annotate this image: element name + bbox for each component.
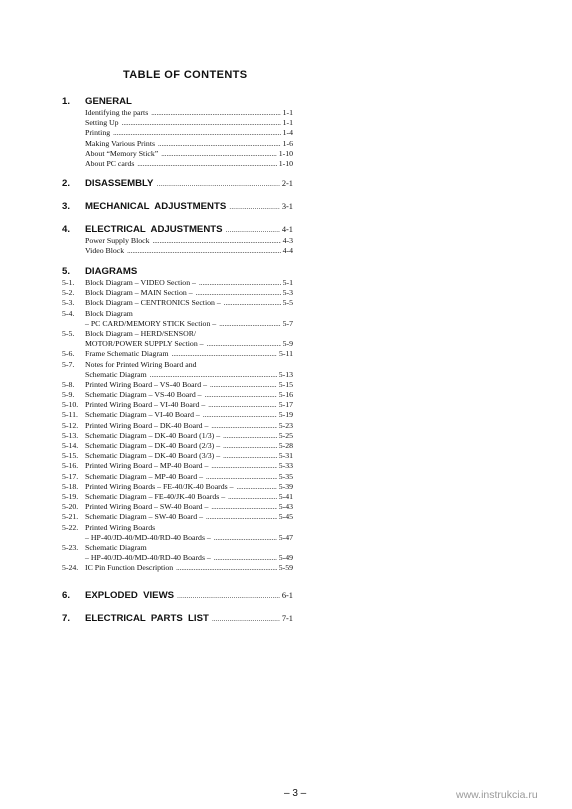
dot-leader [205,390,277,400]
entry-number: 5-22. [62,522,79,532]
entry-page: 1-10 [278,158,293,168]
entry-text: Block Diagram – MAIN Section – [85,288,193,298]
section-title: EXPLODED VIEWS [85,590,175,601]
section-number: 5. [62,266,71,277]
entry-page: 5-39 [278,481,293,491]
section-title: DIAGRAMS [85,266,138,277]
page-number: – 3 – [284,788,307,799]
dot-leader [224,298,281,308]
dot-leader [212,613,280,626]
entry-page: 5-15 [278,379,293,389]
entry-number: 5-12. [62,420,79,430]
toc-entry[interactable] [62,451,293,461]
entry-text: Schematic Diagram [85,542,147,552]
toc-section [62,95,293,169]
dot-leader [199,278,281,288]
entry-text: Schematic Diagram – MP-40 Board – [85,471,204,481]
section-page: 6-1 [281,591,293,600]
dot-leader [153,236,281,246]
toc-entry[interactable] [62,533,293,543]
toc-section [62,177,293,190]
entry-number: 5-17. [62,471,79,481]
section-heading[interactable] [62,265,293,278]
entry-text: Printing [85,128,111,138]
section-page: 7-1 [281,614,293,623]
entry-number: 5-18. [62,481,79,491]
entry-text: Schematic Diagram – VI-40 Board – [85,410,200,420]
toc-entry[interactable] [62,441,293,451]
entry-text: Schematic Diagram – DK-40 Board (1/3) – [85,430,221,440]
entry-number: 5-7. [62,359,75,369]
section-heading[interactable] [62,177,293,190]
watermark: www.instrukcia.ru [456,789,538,801]
entry-number: 5-11. [62,410,78,420]
toc-section [62,265,293,573]
dot-leader [228,492,277,502]
entry-number: 5-20. [62,502,79,512]
toc-entry[interactable] [62,400,293,410]
toc-section [62,200,293,213]
toc-entry[interactable] [62,108,293,118]
entry-text: IC Pin Function Description [85,563,174,573]
toc-entry[interactable] [62,431,293,441]
entry-page: 5-13 [278,369,293,379]
entry-text: Printed Wiring Board – SW-40 Board – [85,502,209,512]
entry-page: 4-4 [282,246,293,256]
toc-entry[interactable] [62,329,293,339]
dot-leader [113,128,280,138]
entry-number: 5-14. [62,441,79,450]
entry-page: 5-47 [278,532,293,542]
entry-page: 5-41 [278,491,293,501]
dot-leader [176,563,277,573]
dot-leader [214,553,277,563]
entry-page: 1-4 [282,128,293,138]
toc-entry[interactable] [62,360,293,370]
entry-text: Block Diagram [85,308,133,318]
entry-text: Block Diagram – HERD/SENSOR/ [85,328,197,338]
entry-text: Notes for Printed Wiring Board and [85,359,197,369]
entry-number: 5-21. [62,512,79,522]
entry-number: 5-15. [62,451,79,461]
entry-text: Printed Wiring Board – DK-40 Board – [85,420,209,430]
entry-text: Printed Wiring Boards [85,522,156,532]
entry-text: About “Memory Stick” [85,148,159,158]
toc-entry[interactable] [62,246,293,256]
dot-leader [223,441,277,451]
dot-leader [150,370,277,380]
section-title: ELECTRICAL ADJUSTMENTS [85,224,223,235]
entry-number: 5-8. [62,379,75,389]
section-title: ELECTRICAL PARTS LIST [85,613,209,624]
entry-number: 5-19. [62,491,79,501]
section-heading[interactable] [62,223,293,236]
section-heading[interactable] [62,200,293,213]
section-title: MECHANICAL ADJUSTMENTS [85,201,227,212]
toc-entry[interactable] [62,502,293,512]
toc-title: TABLE OF CONTENTS [123,69,248,81]
entry-text: Printed Wiring Board – MP-40 Board – [85,461,209,471]
entry-number: 5-2. [62,288,75,298]
dot-leader [223,431,277,441]
dot-leader [203,410,277,420]
entry-page: 1-10 [278,148,293,158]
entry-text: Schematic Diagram – DK-40 Board (3/3) – [85,451,221,461]
dot-leader [137,159,276,169]
toc-entry[interactable] [62,512,293,522]
dot-leader [158,139,281,149]
toc-entry[interactable] [62,390,293,400]
toc-entry[interactable] [62,370,293,380]
entry-text: Printed Wiring Board – VI-40 Board – [85,400,206,410]
dot-leader [127,246,280,256]
toc-entry[interactable] [62,139,293,149]
section-page: 2-1 [281,179,293,188]
dot-leader [229,201,280,214]
toc-entry[interactable] [62,128,293,138]
dot-leader [214,533,277,543]
entry-number: 5-10. [62,400,79,410]
entry-text: Block Diagram – VIDEO Section – [85,278,196,287]
entry-text: Block Diagram – CENTRONICS Section – [85,298,221,308]
entry-text: Printed Wiring Boards – FE-40/JK-40 Boards – [85,481,234,491]
toc-entry[interactable] [62,421,293,431]
entry-text: Schematic Diagram [85,369,147,379]
entry-text: Identifying the parts [85,108,149,117]
entry-page: 5-59 [278,563,293,573]
dot-leader [196,288,281,298]
entry-text: Schematic Diagram – SW-40 Board – [85,512,204,522]
entry-page: 5-28 [278,441,293,450]
entry-page: 5-19 [278,410,293,420]
toc-entry[interactable] [62,492,293,502]
toc-entry[interactable] [62,482,293,492]
entry-text: About PC cards [85,158,135,168]
toc-entry[interactable] [62,349,293,359]
section-number: 1. [62,96,71,107]
entry-number: 5-6. [62,349,75,359]
section-heading[interactable] [62,589,293,602]
dot-leader [208,400,276,410]
toc-section [62,612,293,625]
dot-leader [219,319,280,329]
entry-page: 5-7 [282,318,293,328]
toc-entry[interactable] [62,461,293,471]
entry-page: 4-3 [282,236,293,245]
section-title: DISASSEMBLY [85,178,154,189]
toc-entry[interactable] [62,298,293,308]
entry-page: 1-1 [282,118,293,128]
dot-leader [172,349,277,359]
toc-entry[interactable] [62,553,293,563]
entry-text: Schematic Diagram – FE-40/JK-40 Boards – [85,491,226,501]
entry-page: 1-6 [282,138,293,148]
toc-entry[interactable] [62,319,293,329]
section-page: 3-1 [281,202,293,211]
entry-page: 5-1 [282,278,293,287]
entry-text: MOTOR/POWER SUPPLY Section – [85,339,204,349]
entry-text: – HP-40/JD-40/MD-40/RD-40 Boards – [85,532,211,542]
toc-entry[interactable] [62,159,293,169]
entry-number: 5-16. [62,461,79,471]
toc-entry[interactable] [62,472,293,482]
dot-leader [207,339,281,349]
entry-text: Printed Wiring Board – VS-40 Board – [85,379,207,389]
section-number: 4. [62,224,71,235]
entry-page: 5-49 [278,553,293,563]
dot-leader [156,178,279,191]
dot-leader [211,461,276,471]
entry-text: Schematic Diagram – VS-40 Board – [85,390,202,400]
entry-text: Schematic Diagram – DK-40 Board (2/3) – [85,441,221,450]
toc-entry[interactable] [62,410,293,420]
entry-page: 5-35 [278,471,293,481]
entry-page: 5-45 [278,512,293,522]
section-title: GENERAL [85,96,132,107]
dot-leader [237,482,277,492]
entry-page: 5-43 [278,502,293,512]
entry-page: 5-16 [278,390,293,400]
dot-leader [210,380,277,390]
entry-page: 5-17 [278,400,293,410]
section-number: 7. [62,613,71,624]
toc-section [62,589,293,602]
entry-page: 5-23 [278,420,293,430]
section-number: 6. [62,590,71,601]
toc-entry[interactable] [62,523,293,533]
section-number: 2. [62,178,71,189]
toc-entry[interactable] [62,278,293,288]
dot-leader [211,502,276,512]
entry-number: 5-3. [62,298,75,308]
toc-entry[interactable] [62,380,293,390]
toc-entry[interactable] [62,563,293,573]
entry-number: 5-9. [62,390,75,400]
dot-leader [206,512,277,522]
entry-number: 5-5. [62,328,75,338]
toc-entry[interactable] [62,339,293,349]
entry-number: 5-4. [62,308,75,318]
entry-page: 5-33 [278,461,293,471]
entry-number: 5-24. [62,563,79,573]
dot-leader [177,590,280,603]
entry-page: 5-31 [278,451,293,461]
entry-number: 5-1. [62,278,75,287]
entry-text: Setting Up [85,118,119,128]
dot-leader [211,421,276,431]
entry-page: 5-9 [282,339,293,349]
entry-text: Frame Schematic Diagram [85,349,169,359]
entry-number: 5-23. [62,542,79,552]
section-heading[interactable] [62,95,293,108]
dot-leader [223,451,277,461]
entry-page: 5-25 [278,430,293,440]
dot-leader [122,118,281,128]
toc-entry[interactable] [62,543,293,553]
section-page: 4-1 [281,225,293,234]
dot-leader [151,108,280,118]
entry-text: Video Block [85,246,125,256]
section-heading[interactable] [62,612,293,625]
toc-entry[interactable] [62,236,293,246]
entry-page: 5-3 [282,288,293,298]
entry-text: Power Supply Block [85,236,150,245]
entry-page: 5-11 [278,349,293,359]
toc-section [62,223,293,256]
entry-text: – HP-40/JD-40/MD-40/RD-40 Boards – [85,553,211,563]
dot-leader [206,472,277,482]
toc-entry[interactable] [62,149,293,159]
entry-text: Making Various Prints [85,138,156,148]
entry-page: 1-1 [282,108,293,117]
toc-entry[interactable] [62,309,293,319]
entry-text: – PC CARD/MEMORY STICK Section – [85,318,217,328]
toc-entry[interactable] [62,288,293,298]
entry-page: 5-5 [282,298,293,308]
dot-leader [161,149,277,159]
section-number: 3. [62,201,71,212]
toc-entry[interactable] [62,118,293,128]
entry-number: 5-13. [62,430,79,440]
